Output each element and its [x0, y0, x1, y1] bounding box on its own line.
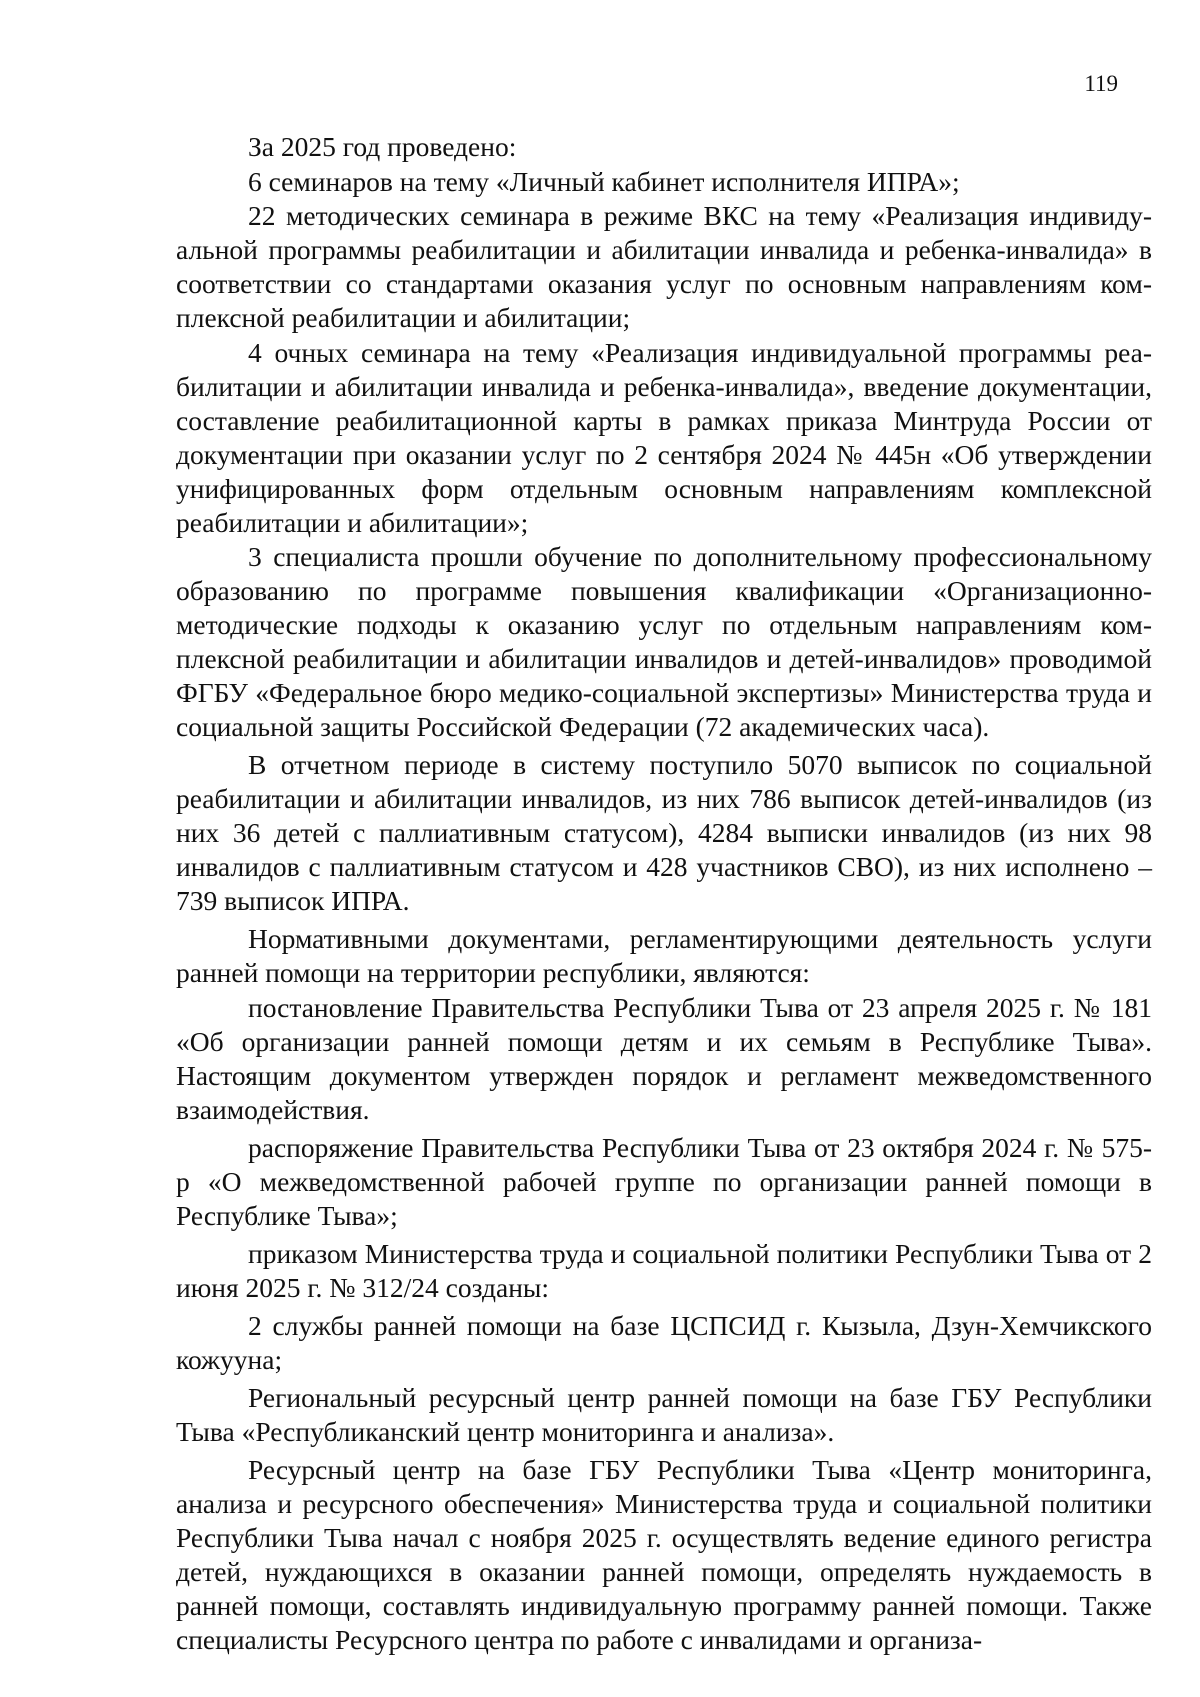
- paragraph-early-help-services: 2 службы ранней помощи на базе ЦСПСИД г. Кызыла, Дзун-Хемчикского кожууна;: [176, 1309, 1152, 1375]
- document-body: [176, 130, 1152, 1657]
- paragraph-in-person-seminars: 4 очных семинара на тему «Реализация индивидуальной программы реабилитации и абилитации инвалида и ребенка-инвалида», введение документации, составление реабилитационной карты в рамках приказа Минтруда России от документации при оказании услуг по 2 сентября 2024 № 445н «Об утверждении унифицированных форм отдельным основным направлениям комплексной реабилитации и абилитации»;: [176, 336, 1152, 538]
- paragraph-intro: За 2025 год проведено:: [248, 131, 517, 162]
- page-number: 119: [1084, 71, 1118, 96]
- paragraph-government-order: распоряжение Правительства Республики Тыва от 23 октября 2024 г. № 575-р «О межведомственной рабочей группе по организации ранней помощи в Республике Тыва»;: [176, 1131, 1152, 1231]
- paragraph-ministry-order: приказом Министерства труда и социальной политики Республики Тыва от 2 июня 2025 г. № 312/24 созданы:: [176, 1237, 1152, 1303]
- paragraph-reporting-period: В отчетном периоде в систему поступило 5070 выписок по социальной реабилитации и абилитации инвалидов, из них 786 выписок детей-инвалидов (из них 36 детей с паллиативным статусом), 4284 выписки инвалидов (из них 98 инвалидов с паллиативным статусом и 428 участников СВО), из них исполнено – 739 выписок ИПРА.: [176, 749, 1152, 916]
- paragraph-government-decree: постановление Правительства Республики Тыва от 23 апреля 2025 г. № 181 «Об организации ранней помощи детям и их семьям в Республике Тыва». Настоящим документом утвержден порядок и регламент межведомственного взаимодействия.: [176, 991, 1152, 1125]
- paragraph-methodical-seminars: 22 методических семинара в режиме ВКС на тему «Реализация индивидуальной программы реабилитации и абилитации инвалида и ребенка-инвалида» в соответствии со стандартами оказания услуг по основным направлениям комплексной реабилитации и абилитации;: [176, 200, 1152, 333]
- paragraph-seminars-ipra: 6 семинаров на тему «Личный кабинет исполнителя ИПРА»;: [248, 165, 960, 197]
- paragraph-resource-center-activity: Ресурсный центр на базе ГБУ Республики Тыва «Центр мониторинга, анализа и ресурсного обеспечения» Министерства труда и социальной политики Республики Тыва начал с ноября 2025 г. осуществлять ведение единого регистра детей, нуждающихся в оказании ранней помощи, определять нуждаемость в ранней помощи, составлять индивидуальную программу ранней помощи. Также специалисты Ресурсного центра по работе с инвалидами и организа-: [176, 1453, 1152, 1655]
- paragraph-normative-documents: Нормативными документами, регламентирующими деятельность услуги ранней помощи на территории республики, являются:: [176, 923, 1152, 988]
- paragraph-specialist-training: 3 специалиста прошли обучение по дополнительному профессиональному образованию по программе повышения квалификации «Организационно-методические подходы к оказанию услуг по отдельным направлениям комплексной реабилитации и абилитации инвалидов и детей-инвалидов» проводимой ФГБУ «Федеральное бюро медико-социальной экспертизы» Министерства труда и социальной защиты Российской Федерации (72 академических часа).: [176, 541, 1152, 742]
- paragraph-regional-resource-center: Региональный ресурсный центр ранней помощи на базе ГБУ Республики Тыва «Республиканский центр мониторинга и анализа».: [176, 1381, 1152, 1447]
